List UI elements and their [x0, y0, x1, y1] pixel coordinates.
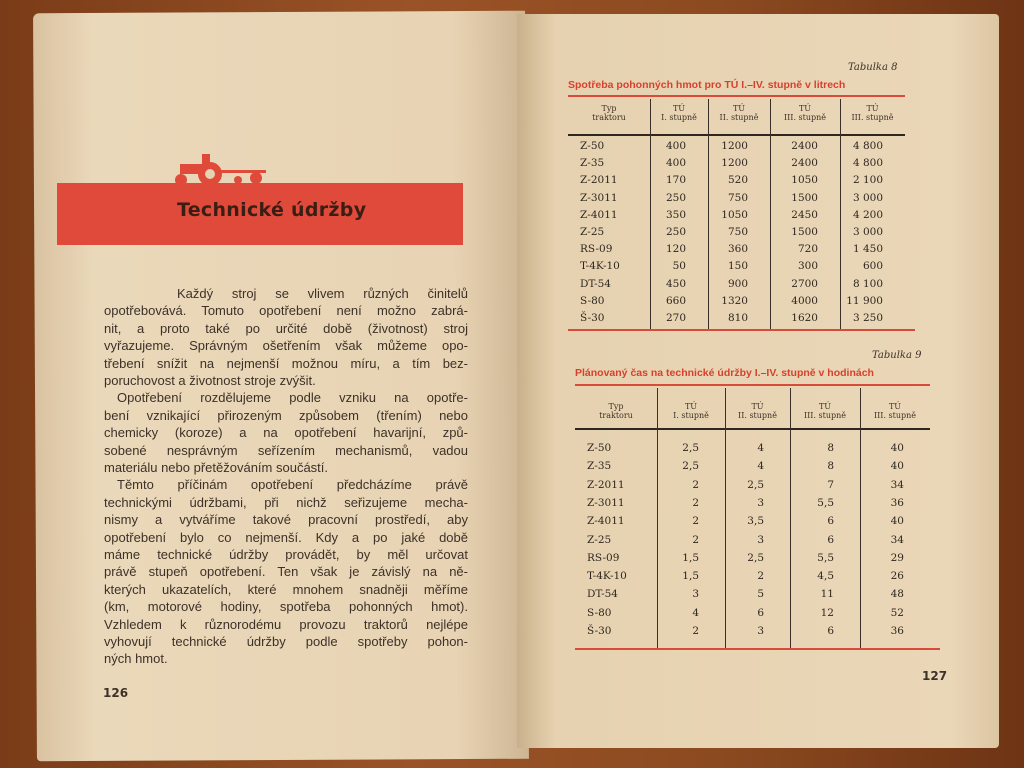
column-header-line: traktoru	[592, 113, 626, 122]
table-cell: 170	[665, 174, 686, 187]
column-header-line: TÚ	[798, 104, 812, 113]
table-cell: 2 100	[852, 174, 883, 187]
page-number-right: 127	[922, 669, 948, 683]
table-cell-type: Z-25	[580, 226, 605, 238]
text-line: materiálu nebo přetěžováním součástí.	[104, 460, 329, 475]
column-header-line: TÚ	[672, 104, 686, 113]
chapter-title: Technické údržby	[177, 199, 367, 221]
column-header-line: TÚ	[818, 402, 832, 411]
text-line: sobené nesprávným seřízením mechanismů, vadou	[104, 442, 468, 458]
table-cell: 4	[757, 460, 764, 473]
table-cell-type: DT-54	[587, 588, 618, 601]
table-cell: 900	[727, 277, 748, 290]
table-cell: 520	[727, 174, 748, 187]
table-cell: 6	[827, 515, 834, 528]
column-header	[708, 104, 770, 122]
table-cell: 3,5	[747, 515, 764, 528]
text-line: vyhovují technické údržby podle spotřeby pohon-	[104, 634, 468, 649]
text-line: technickými údržbami, při nichž seřizujeme mecha-	[104, 494, 468, 510]
table-cell: 2	[692, 533, 699, 546]
table-cell: 2	[692, 515, 699, 528]
table-cell-type: Z-2011	[580, 174, 618, 187]
table-cell: 1050	[791, 174, 818, 187]
table-cell: 720	[797, 243, 818, 256]
table-cell: 2	[692, 496, 699, 509]
column-header-line: III. stupně	[783, 113, 827, 122]
column-header	[770, 104, 840, 122]
table-cell-type: Z-2011	[587, 478, 625, 491]
column-header	[860, 402, 930, 420]
table-cell: 6	[827, 533, 834, 546]
table-cell: 1200	[721, 157, 748, 170]
table-cell: 1620	[791, 312, 818, 324]
table-cell: 52	[890, 606, 904, 619]
table-cell-type: RS-09	[587, 551, 620, 564]
table-cell: 26	[890, 570, 904, 583]
table-cell: 600	[862, 260, 883, 273]
table-cell-type: Š-30	[580, 312, 605, 324]
column-header	[650, 104, 708, 122]
table-cell: 1320	[721, 294, 748, 307]
table-cell: 6	[757, 606, 764, 619]
page-number-left: 126	[103, 686, 129, 700]
column-header-line: III. stupně	[803, 411, 847, 420]
table-cell: 4000	[791, 294, 818, 307]
text-line: Vzhledem k různorodému provozu traktorů nejlépe	[104, 616, 468, 632]
table-cell: 150	[727, 260, 748, 273]
table-cell: 48	[890, 588, 904, 601]
column-header-line: II. stupně	[738, 411, 777, 420]
table-cell: 2,5	[682, 442, 699, 454]
table-cell: 11	[820, 588, 834, 601]
text-line: nit, a proto také po určité době (životnost) stroj	[104, 320, 468, 336]
table-cell: 3 000	[852, 226, 883, 238]
table-cell: 2700	[791, 277, 818, 290]
text-line: poruchovost a životnost stroje zvýšit.	[104, 373, 316, 388]
table-cell: 400	[665, 157, 686, 170]
table-title: Plánovaný čas na technické údržby I.–IV. stupně v hodinách	[575, 367, 874, 379]
table-top-rule	[575, 384, 930, 386]
table-cell: 400	[665, 140, 686, 152]
text-line: třebení snížit na nejmenší možnou míru, a tím bez-	[104, 355, 468, 371]
table-cell: 34	[890, 478, 904, 491]
table-cell: 660	[665, 294, 686, 307]
table-cell: 8	[827, 460, 834, 473]
table-cell-type: Z-25	[587, 533, 612, 546]
column-header-line: II. stupně	[719, 113, 759, 122]
column-header-line: TÚ	[732, 104, 746, 113]
text-line: opotřebovává. Tomuto opotřebení není možno zabrá-	[104, 303, 468, 319]
column-header	[568, 104, 650, 122]
text-line: kterých ukazatelích, které mnohem snadněji měříme	[104, 581, 468, 597]
table-cell: 1,5	[682, 551, 699, 564]
column-header-line: Typ	[601, 104, 617, 113]
table-bottom-rule	[568, 329, 915, 331]
column-header	[725, 402, 790, 420]
table-cell: 2	[692, 625, 699, 637]
table-cell: 8	[827, 442, 834, 454]
text-line: máme technické údržby provádět, by měl určovat	[104, 547, 468, 562]
table-header-rule	[568, 134, 905, 136]
table-cell: 3	[757, 533, 764, 546]
table-cell-type: Z-4011	[580, 208, 618, 221]
table-cell: 36	[890, 496, 904, 509]
table-cell: 750	[727, 226, 748, 238]
table-cell: 4,5	[817, 570, 834, 583]
table-cell: 40	[890, 515, 904, 528]
table-cell: 11 900	[846, 294, 883, 307]
table-cell: 3	[757, 496, 764, 509]
table-cell-type: T-4K-10	[587, 570, 627, 583]
column-header-line: Typ	[608, 402, 624, 411]
text-line: Každý stroj se vlivem různých činitelů	[177, 286, 468, 301]
table-title: Spotřeba pohonných hmot pro TÚ I.–IV. stupně v litrech	[568, 79, 846, 91]
table-cell-type: DT-54	[580, 277, 611, 290]
table-cell: 2450	[791, 208, 818, 221]
column-header	[840, 104, 905, 122]
text-line: ných hmot.	[104, 651, 168, 667]
column-header-line: TÚ	[684, 402, 698, 411]
table-cell: 3 250	[852, 312, 883, 324]
table-cell: 3	[757, 625, 764, 637]
table-cell-type: Š-30	[587, 625, 612, 637]
chapter-banner	[57, 183, 463, 245]
text-line: opotřebení bylo co nejmenší. Kdy a po jaké době	[104, 529, 468, 545]
table-cell-type: Z-35	[587, 460, 612, 473]
table-cell-type: Z-3011	[580, 191, 618, 204]
table-cell: 810	[727, 312, 748, 324]
text-line: chemicky (koroze) a na opotřebení havarijní, způ-	[104, 425, 468, 441]
column-header-line: I. stupně	[661, 113, 697, 122]
table-cell: 300	[797, 260, 818, 273]
table-cell: 5,5	[817, 496, 834, 509]
table-cell-type: S-80	[587, 606, 612, 619]
table-cell: 360	[727, 243, 748, 256]
table-cell-type: Z-35	[580, 157, 605, 170]
table-cell: 4 800	[852, 157, 883, 170]
table-cell: 2400	[791, 140, 818, 152]
table-cell: 450	[665, 277, 686, 290]
table-cell: 3 000	[852, 191, 883, 204]
table-cell: 2	[757, 570, 764, 583]
table-cell: 50	[672, 260, 686, 273]
table-cell: 2,5	[747, 478, 764, 491]
table-bottom-rule	[575, 648, 940, 650]
table-cell: 8 100	[852, 277, 883, 290]
table-cell: 36	[890, 625, 904, 637]
table-label: Tabulka 8	[848, 62, 898, 73]
table-cell: 29	[890, 551, 904, 564]
table-cell: 4	[757, 442, 764, 454]
table-cell: 350	[665, 208, 686, 221]
table-cell: 4 800	[852, 140, 883, 152]
column-header-line: III. stupně	[851, 113, 894, 122]
table-cell-type: S-80	[580, 294, 605, 307]
text-line: vyřazujeme. Správným ošetřením však můžeme opo-	[104, 338, 468, 354]
table-cell: 250	[665, 226, 686, 238]
table-cell-type: T-4K-10	[580, 260, 620, 273]
table-cell-type: Z-50	[587, 442, 612, 454]
table-cell: 1050	[721, 208, 748, 221]
table-cell: 5	[757, 588, 764, 601]
table-cell: 2,5	[682, 460, 699, 473]
table-cell-type: RS-09	[580, 243, 613, 256]
table-label: Tabulka 9	[872, 350, 922, 361]
table-cell: 40	[890, 442, 904, 454]
text-line: nismy a vytváříme takové pracovní prostředí, aby	[104, 512, 468, 528]
table-cell: 4 200	[852, 208, 883, 221]
column-header	[657, 402, 725, 420]
column-header-line: TÚ	[866, 104, 879, 113]
table-cell: 3	[692, 588, 699, 601]
text-line: Těmto příčinám opotřebení předcházíme právě	[117, 477, 468, 493]
table-cell-type: Z-3011	[587, 496, 625, 509]
table-cell: 2	[692, 478, 699, 491]
table-header-rule	[575, 428, 930, 430]
table-cell: 2400	[791, 157, 818, 170]
column-header-line: I. stupně	[673, 411, 709, 420]
table-cell: 12	[820, 606, 834, 619]
column-header-line: TÚ	[888, 402, 902, 411]
column-header-line: traktoru	[599, 411, 633, 420]
table-cell-type: Z-50	[580, 140, 605, 152]
table-cell: 1 450	[852, 243, 883, 256]
table-cell: 1500	[791, 226, 818, 238]
table-cell: 250	[665, 191, 686, 204]
table-top-rule	[568, 95, 905, 97]
table-cell-type: Z-4011	[587, 515, 625, 528]
column-header	[575, 402, 657, 420]
table-cell: 1500	[791, 191, 818, 204]
text-line: (km, motorové hodiny, spotřeba pohonných hmot).	[104, 599, 468, 615]
table-cell: 270	[665, 312, 686, 324]
column-header-line: III. stupně	[873, 411, 917, 420]
table-cell: 34	[890, 533, 904, 546]
table-cell: 4	[692, 606, 699, 619]
table-cell: 1,5	[682, 570, 699, 583]
table-cell: 6	[827, 625, 834, 637]
table-cell: 120	[665, 243, 686, 256]
text-line: Opotřebení rozdělujeme podle vzniku na opotře-	[117, 390, 468, 406]
table-cell: 1200	[721, 140, 748, 152]
table-cell: 7	[827, 478, 834, 491]
text-line: právě stupeň opotřebení. Ten však je závislý na ně-	[104, 564, 468, 580]
table-cell: 5,5	[817, 551, 834, 564]
column-header-line: TÚ	[751, 402, 764, 411]
column-header	[790, 402, 860, 420]
table-cell: 750	[727, 191, 748, 204]
table-cell: 40	[890, 460, 904, 473]
table-cell: 2,5	[747, 551, 764, 564]
text-line: bení vznikající přirozeným způsobem (třením) nebo	[104, 407, 468, 423]
